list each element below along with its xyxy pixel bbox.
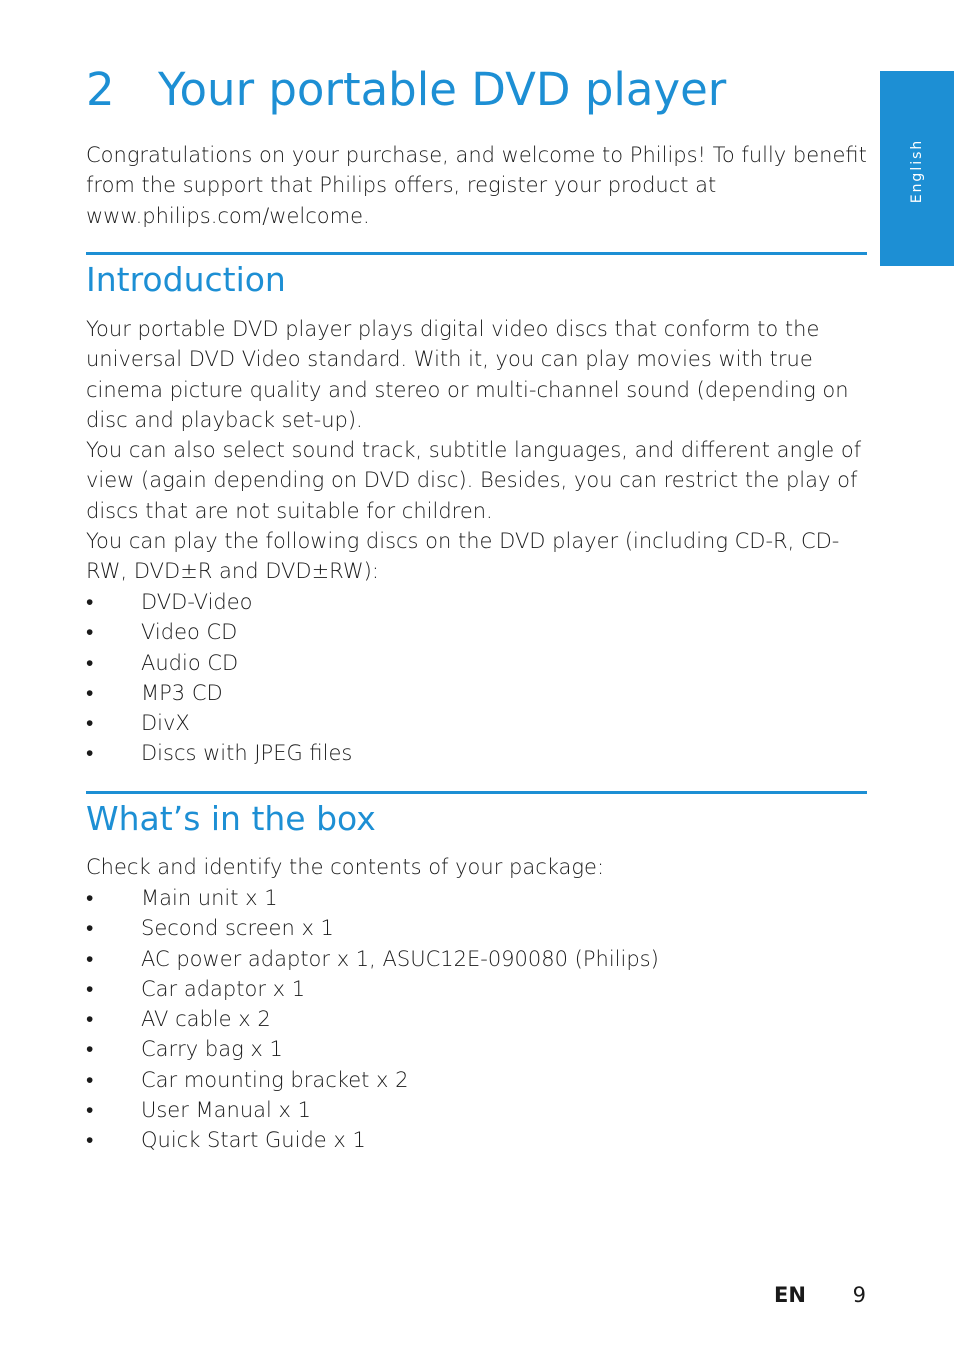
bullet: •: [86, 946, 94, 971]
section-divider-box: [86, 791, 867, 794]
supported-discs-list: [86, 587, 868, 769]
bullet: •: [86, 650, 94, 675]
page-number: 9: [852, 1283, 866, 1307]
list-item: • User Manual x 1: [86, 1095, 868, 1125]
bullet: •: [86, 1098, 94, 1123]
bullet: •: [86, 680, 94, 705]
list-item: • MP3 CD: [86, 678, 868, 708]
list-item: • Discs with JPEG files: [86, 738, 868, 768]
bullet: •: [86, 976, 94, 1001]
bullet: •: [86, 1128, 94, 1153]
list-item: • Carry bag x 1: [86, 1034, 868, 1064]
introduction-paragraph-2: You can also select sound track, subtitle languages, and different angle of view (again depending on DVD disc). Besides, you can restrict the play of discs that are not suitable for children.: [86, 438, 862, 523]
chapter-title: [86, 60, 866, 120]
list-item: • DivX: [86, 708, 868, 738]
bullet: •: [86, 711, 94, 736]
list-item: • Audio CD: [86, 648, 868, 678]
list-item: • AC power adaptor x 1, ASUC12E-090080 (Philips): [86, 944, 868, 974]
list-item: • Car mounting bracket x 2: [86, 1065, 868, 1095]
list-item: • Video CD: [86, 617, 868, 647]
bullet: •: [86, 916, 94, 941]
whats-in-the-box-heading: What’s in the box: [86, 799, 376, 838]
box-intro-paragraph: Check and identify the contents of your package:: [86, 855, 605, 879]
language-code: EN: [774, 1283, 806, 1307]
list-item: • Main unit x 1: [86, 883, 868, 913]
bullet: •: [86, 886, 94, 910]
section-divider-introduction: [86, 252, 867, 255]
box-contents-list: [86, 883, 868, 1156]
chapter-number: 2: [86, 63, 115, 116]
bullet: •: [86, 1007, 94, 1032]
introduction-paragraph-1: Your portable DVD player plays digital video discs that conform to the universal DVD Video standard. With it, you can play movies with true cinema picture quality and stereo or multi-channel sound (depending on disc and playback set-up).: [86, 317, 849, 432]
chapter-title-text: Your portable DVD player: [158, 63, 727, 116]
bullet: •: [86, 590, 94, 614]
language-label: English: [909, 138, 925, 204]
introduction-paragraph-3: You can play the following discs on the DVD player (including CD-R, CD-RW, DVD±R and DVD±RW):: [86, 529, 840, 584]
language-side-tab: [880, 71, 954, 266]
bullet: •: [86, 1037, 94, 1062]
welcome-paragraph: Congratulations on your purchase, and welcome to Philips! To fully benefit from the support that Philips offers, register your product at www.philips.com/welcome.: [86, 143, 867, 228]
introduction-heading: Introduction: [86, 260, 286, 299]
list-item: • Quick Start Guide x 1: [86, 1125, 868, 1155]
bullet: •: [86, 1067, 94, 1092]
bullet: •: [86, 741, 94, 766]
list-item: • Car adaptor x 1: [86, 974, 868, 1004]
list-item: • DVD-Video: [86, 587, 868, 617]
list-item: • Second screen x 1: [86, 913, 868, 943]
page-footer: [760, 1280, 866, 1310]
list-item: • AV cable x 2: [86, 1004, 868, 1034]
bullet: •: [86, 620, 94, 645]
